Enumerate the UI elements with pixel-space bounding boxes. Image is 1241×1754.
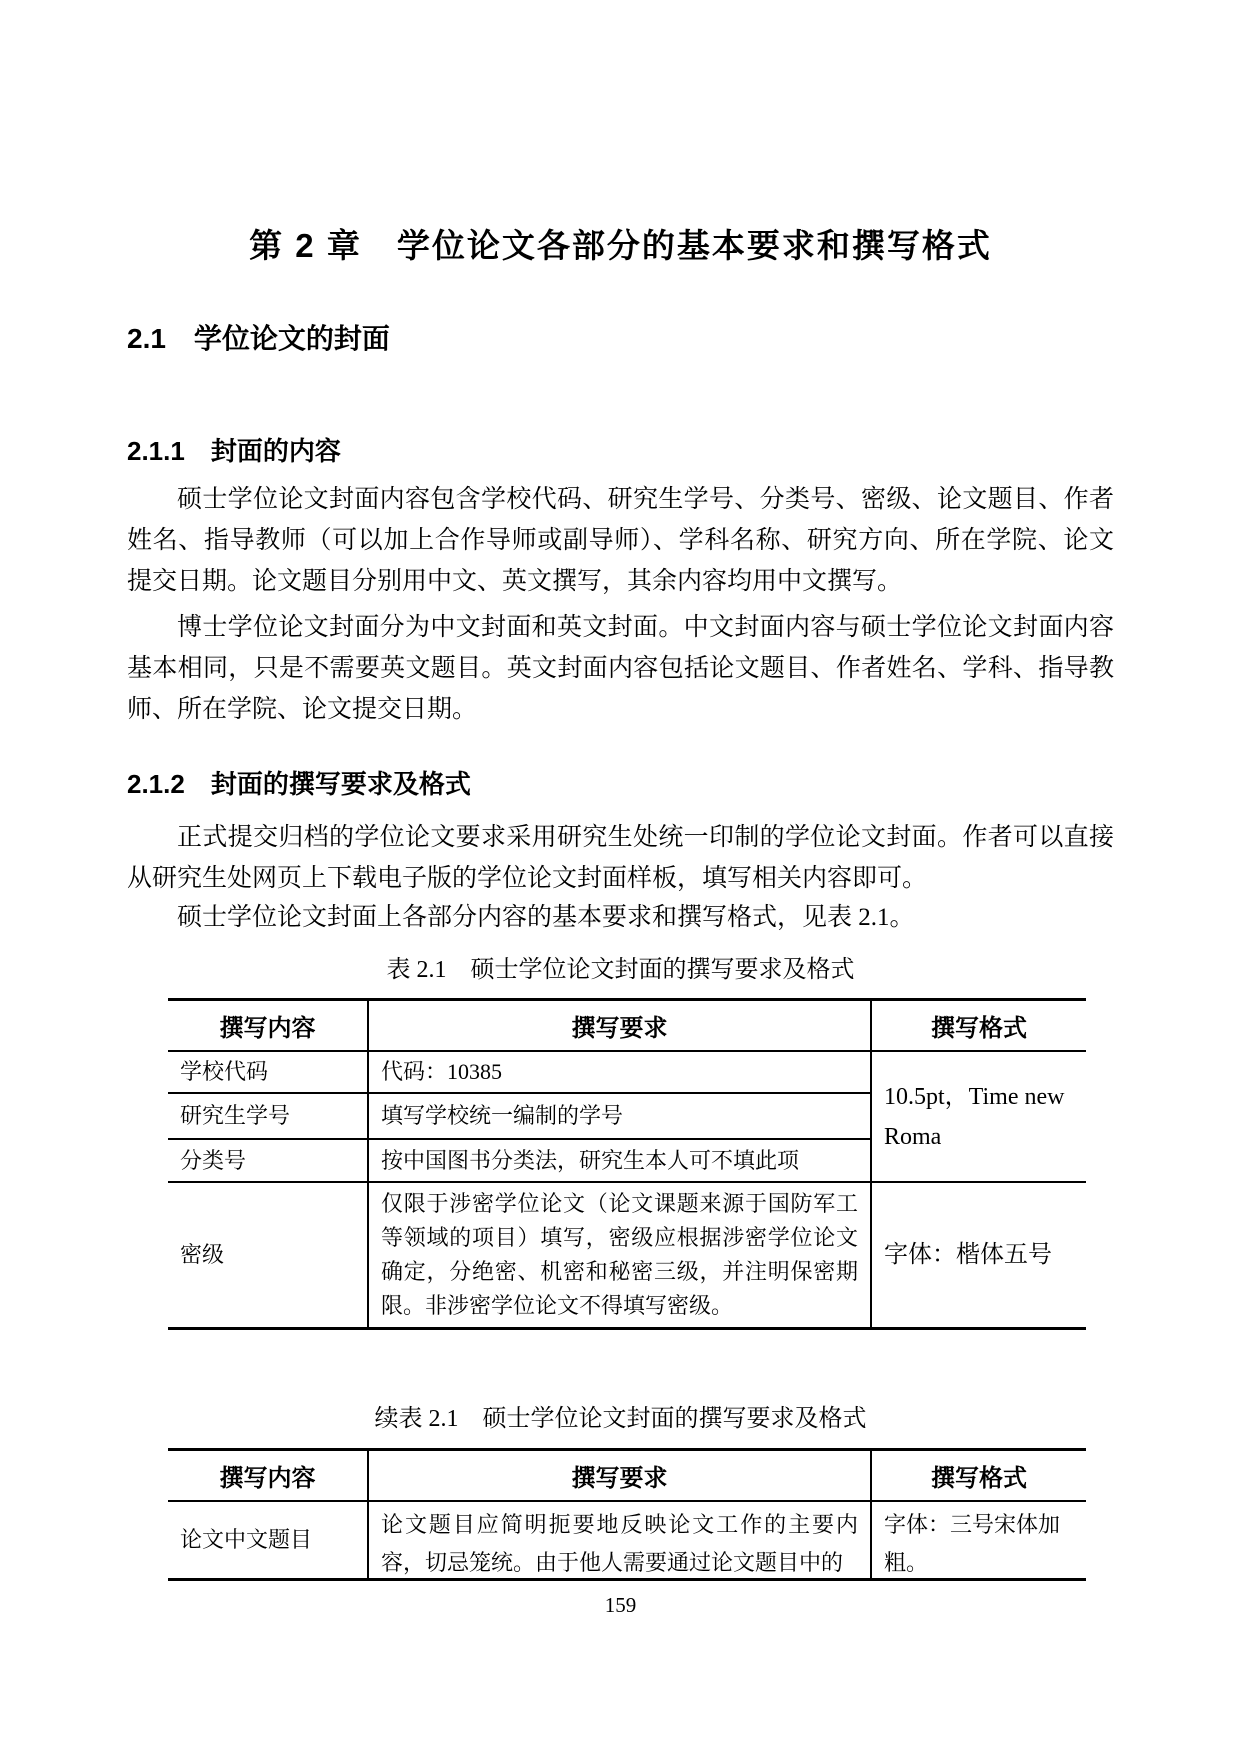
paragraph-cover-format-intro: 正式提交归档的学位论文要求采用研究生处统一印制的学位论文封面。作者可以直接从研究生处网页上下载电子版的学位论文封面样板，填写相关内容即可。 [127, 824, 1114, 892]
cell-content: 研究生学号 [168, 1093, 368, 1139]
cell-content: 密级 [168, 1182, 368, 1329]
table-row-school-code [168, 1051, 1086, 1093]
cell-content: 分类号 [168, 1139, 368, 1182]
paragraph-cover-content-doctor: 博士学位论文封面分为中文封面和英文封面。中文封面内容与硕士学位论文封面内容基本相同，只是不需要英文题目。英文封面内容包括论文题目、作者姓名、学科、指导教师、所在学院、论文提交日期。 [127, 614, 1114, 723]
table-2-1-caption: 表 2.1 硕士学位论文封面的撰写要求及格式 [386, 957, 855, 983]
section-heading-2-1-1: 2.1.1 封面的内容 [127, 436, 341, 466]
table-row-chinese-title [168, 1501, 1086, 1580]
cell-requirement: 按中国图书分类法，研究生本人可不填此项 [368, 1139, 871, 1182]
table-2-1-continued-caption: 续表 2.1 硕士学位论文封面的撰写要求及格式 [374, 1406, 867, 1432]
column-header-requirement: 撰写要求 [368, 1450, 871, 1502]
cell-format: 字体：楷体五号 [871, 1182, 1086, 1329]
page-number: 159 [604, 1593, 637, 1617]
cell-content: 学校代码 [168, 1051, 368, 1093]
cell-format [871, 1501, 1086, 1580]
cell-requirement-text: 论文题目应简明扼要地反映论文工作的主要内容，切忌笼统。由于他人需要通过论文题目中的 [381, 1512, 858, 1575]
cell-requirement: 填写学校统一编制的学号 [368, 1093, 871, 1139]
column-header-format: 撰写格式 [871, 1000, 1086, 1052]
cell-requirement: 代码：10385 [368, 1051, 871, 1093]
column-header-content: 撰写内容 [168, 1000, 368, 1052]
chapter-title: 第 2 章 学位论文各部分的基本要求和撰写格式 [249, 227, 992, 264]
column-header-content: 撰写内容 [168, 1450, 368, 1502]
paragraph-cover-content-master: 硕士学位论文封面内容包含学校代码、研究生学号、分类号、密级、论文题目、作者姓名、指导教师（可以加上合作导师或副导师）、学科名称、研究方向、所在学院、论文提交日期。论文题目分别用中文、英文撰写，其余内容均用中文撰写。 [127, 486, 1114, 595]
cell-format-text: 字体：三号宋体加粗。 [884, 1512, 1061, 1575]
column-header-requirement: 撰写要求 [368, 1000, 871, 1052]
cell-requirement: 仅限于涉密学位论文（论文课题来源于国防军工等领域的项目）填写，密级应根据涉密学位论文确定，分绝密、机密和秘密三级，并注明保密期限。非涉密学位论文不得填写密级。 [368, 1182, 871, 1329]
paragraph-see-table: 硕士学位论文封面上各部分内容的基本要求和撰写格式，见表 2.1。 [177, 904, 915, 931]
section-heading-2-1-2: 2.1.2 封面的撰写要求及格式 [127, 769, 471, 799]
table-2-1-continued [168, 1448, 1086, 1581]
table-2-1 [168, 998, 1086, 1330]
column-header-format: 撰写格式 [871, 1450, 1086, 1502]
cell-requirement [368, 1501, 871, 1580]
cell-format-merged: 10.5pt，Time new Roma [871, 1051, 1086, 1182]
section-heading-2-1: 2.1 学位论文的封面 [127, 323, 390, 354]
table-header-row [168, 1450, 1086, 1502]
table-header-row [168, 1000, 1086, 1052]
table-row-security-level [168, 1182, 1086, 1329]
cell-content: 论文中文题目 [168, 1501, 368, 1580]
